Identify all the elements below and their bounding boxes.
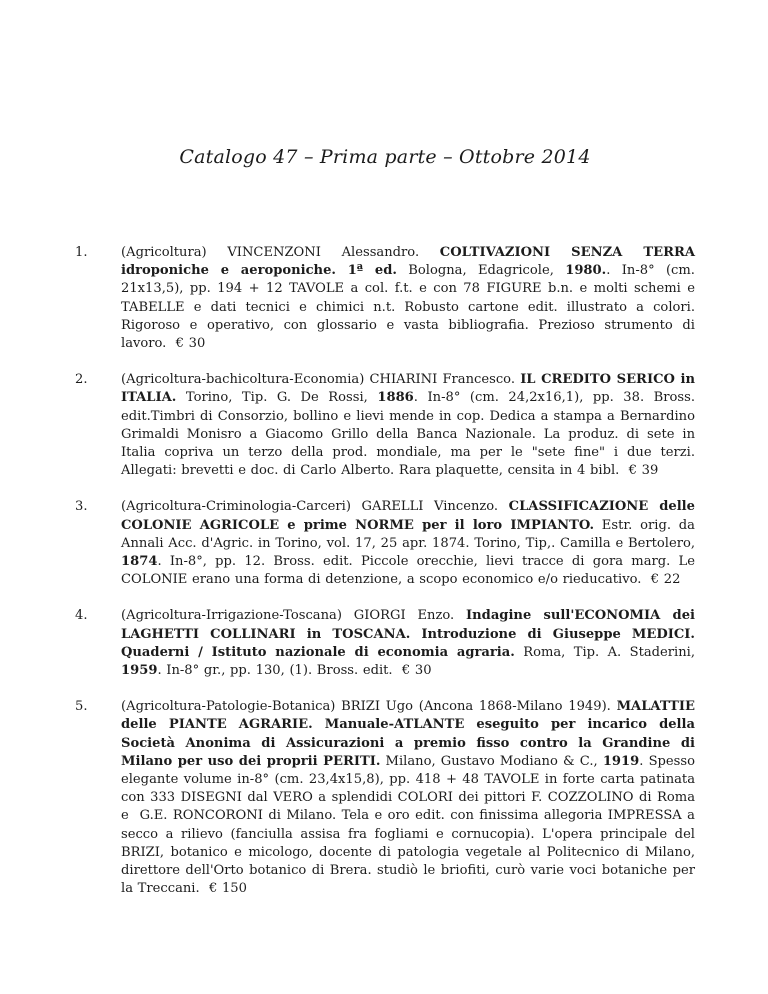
entry-regular-text: Bologna, Edagricole, bbox=[396, 263, 566, 279]
catalog-entry bbox=[75, 498, 695, 589]
entry-regular-text: . In-8° gr., pp. 130, (1). Bross. edit. € 30 bbox=[157, 663, 432, 679]
entry-number: 5. bbox=[75, 699, 88, 715]
entry-text bbox=[121, 698, 695, 898]
entry-bold-text: 1980. bbox=[565, 263, 607, 279]
entry-regular-text: . Spesso elegante volume in-8° (cm. 23,4x15,8), pp. 418 + 48 TAVOLE in forte carta patinata con 333 DISEGNI dal VERO a splendidi COLORI dei pittori F. COZZOLINO di Roma e G.E. RONCORONI di Milano. Tela e oro edit. con finissima allegoria IMPRESSA a secco a rilievo (fanciulla assisa fra fogliami e cornucopia). L'opera principale del BRIZI, botanico e micologo, docente di patologia vegetale al Politecnico di Milano, direttore dell'Orto botanico di Brera. studiò le briofiti, curò varie voci botaniche per la Treccani. € 150 bbox=[121, 753, 695, 897]
catalog-entry bbox=[75, 698, 695, 898]
entry-number: 2. bbox=[75, 372, 88, 388]
entry-regular-text: (Agricoltura) VINCENZONI Alessandro. bbox=[121, 245, 440, 260]
entry-regular-text: (Agricoltura-Patologie-Botanica) BRIZI Ugo (Ancona 1868-Milano 1949). bbox=[121, 699, 617, 715]
entry-regular-text: Torino, Tip. G. De Rossi, bbox=[176, 390, 378, 406]
entry-regular-text: . In-8° (cm. 24,2x16,1), pp. 38. Bross. edit.Timbri di Consorzio, bollino e lievi mende in cop. Dedica a stampa a Bernardino Grimaldi Monisro a Giacomo Grillo della Banca Nazionale. La produz. di sete in Italia copriva un terzo della prod. mondiale, ma per le "sete fine" i due terzi. Allegati: brevetti e doc. di Carlo Alberto. Rara plaquette, censita in 4 bibl. € 39 bbox=[121, 390, 695, 479]
entry-bold-text: COLTIVAZIONI SENZA TERRA idroponiche e aeroponiche. 1ª ed. bbox=[121, 245, 695, 279]
entry-regular-text: Milano, Gustavo Modiano & C., bbox=[380, 753, 603, 769]
page-title: Catalogo 47 – Prima parte – Ottobre 2014 bbox=[179, 146, 591, 168]
entry-bold-text: Indagine sull'ECONOMIA dei LAGHETTI COLLINARI in TOSCANA. Introduzione di Giuseppe MEDICI. Quaderni / Istituto nazionale di economia agraria. bbox=[121, 608, 695, 660]
catalog-entry bbox=[75, 607, 695, 680]
entry-regular-text: Estr. orig. da Annali Acc. d'Agric. in Torino, vol. 17, 25 apr. 1874. Torino, Tip,. Camilla e Bertolero, bbox=[121, 517, 695, 551]
entry-bold-text: CLASSIFICAZIONE delle COLONIE AGRICOLE e prime NORME per il loro IMPIANTO. bbox=[121, 499, 695, 533]
catalog-entry bbox=[75, 244, 695, 353]
entry-text bbox=[121, 498, 695, 589]
entry-number: 3. bbox=[75, 499, 88, 515]
entry-regular-text: (Agricoltura-Irrigazione-Toscana) GIORGI Enzo. bbox=[121, 608, 467, 624]
entry-bold-text: IL CREDITO SERICO in ITALIA. bbox=[121, 372, 695, 406]
entry-regular-text: . In-8°, pp. 12. Bross. edit. Piccole orecchie, lievi tracce di gora marg. Le COLONIE erano una forma di detenzione, a scopo economico e/o rieducativo. € 22 bbox=[121, 554, 695, 588]
catalog-entry bbox=[75, 371, 695, 480]
entry-text bbox=[121, 244, 695, 353]
entry-number: 4. bbox=[75, 608, 88, 624]
entry-regular-text: (Agricoltura-bachicoltura-Economia) CHIARINI Francesco. bbox=[121, 372, 521, 388]
entry-regular-text: (Agricoltura-Criminologia-Carceri) GARELLI Vincenzo. bbox=[121, 499, 509, 515]
catalog-list bbox=[75, 244, 695, 899]
entry-regular-text: . In-8° (cm. 21x13,5), pp. 194 + 12 TAVOLE a col. f.t. e con 78 FIGURE b.n. e molti schemi e TABELLE e dati tecnici e chimici n.t. Robusto cartone edit. illustrato a colori. Rigoroso e operativo, con glossario e vasta bibliografia. Prezioso strumento di lavoro. € 30 bbox=[121, 263, 695, 352]
entry-bold-text: 1919 bbox=[602, 753, 640, 769]
entry-text bbox=[121, 607, 695, 680]
entry-bold-text: 1959 bbox=[121, 663, 158, 679]
entry-bold-text: 1886 bbox=[377, 390, 414, 406]
entry-regular-text: Roma, Tip. A. Staderini, bbox=[514, 644, 695, 660]
entry-bold-text: MALATTIE delle PIANTE AGRARIE. Manuale-ATLANTE eseguito per incarico della Società Anonima di Assicurazioni a premio fisso contro la Grandine di Milano per uso dei proprii PERITI. bbox=[121, 699, 695, 769]
entry-bold-text: 1874 bbox=[121, 554, 158, 570]
entry-number: 1. bbox=[75, 245, 88, 260]
entry-text bbox=[121, 371, 695, 480]
